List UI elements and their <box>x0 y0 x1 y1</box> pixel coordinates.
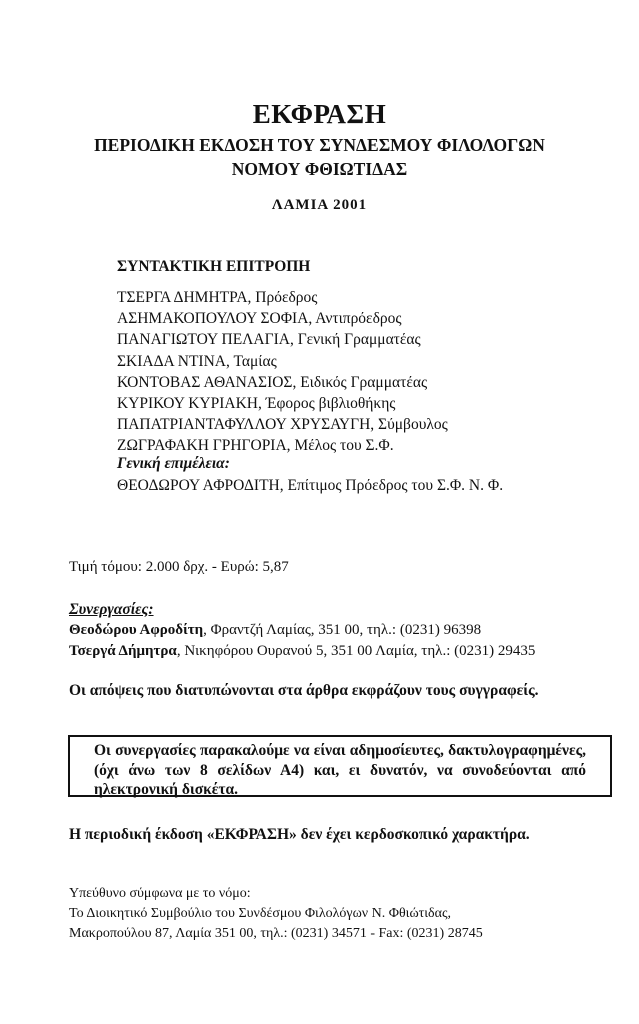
contact-name: Τσεργά Δήμητρα <box>69 643 177 659</box>
member-role: Σύμβουλος <box>378 416 448 434</box>
publication-title: ΕΚΦΡΑΣΗ <box>252 99 387 129</box>
committee-member: ΠΑΝΑΓΙΩΤΟΥ ΠΕΛΑΓΙΑ, Γενική Γραμματέας <box>117 331 421 349</box>
legal-responsibility-label: Υπεύθυνο σύμφωνα με το νόμο: <box>69 886 251 901</box>
contact-details: , Νικηφόρου Ουρανού 5, 351 00 Λαμία, τηλ.: (0231) 29435 <box>176 643 536 659</box>
editor-line: ΘΕΟΔΩΡΟΥ ΑΦΡΟΔΙΤΗ, Επίτιμος Πρόεδρος του Σ.Φ. Ν. Φ. <box>117 477 504 494</box>
volume-price: Τιμή τόμου: 2.000 δρχ. - Ευρώ: 5,87 <box>69 559 289 575</box>
member-name: ΑΣΗΜΑΚΟΠΟΥΛΟΥ ΣΟΦΙΑ <box>117 310 309 328</box>
committee-member: ΖΩΓΡΑΦΑΚΗ ΓΡΗΓΟΡΙΑ, Μέλος του Σ.Φ. <box>117 437 394 455</box>
editor-role: Επίτιμος Πρόεδρος του Σ.Φ. Ν. Φ. <box>287 477 504 494</box>
publication-subtitle-line1: ΠΕΡΙΟΔΙΚΗ ΕΚΔΟΣΗ ΤΟΥ ΣΥΝΔΕΣΜΟΥ ΦΙΛΟΛΟΓΩΝ <box>94 135 545 155</box>
opinions-disclaimer: Οι απόψεις που διατυπώνονται στα άρθρα εκφράζουν τους συγγραφείς. <box>69 682 539 699</box>
contact-line <box>69 643 535 660</box>
editor-name: ΘΕΟΔΩΡΟΥ ΑΦΡΟΔΙΤΗ <box>117 477 280 494</box>
committee-member: ΣΚΙΑΔΑ ΝΤΙΝΑ, Ταμίας <box>117 352 277 370</box>
member-name: ΤΣΕΡΓΑ ΔΗΜΗΤΡΑ <box>117 289 248 306</box>
committee-member: ΑΣΗΜΑΚΟΠΟΥΛΟΥ ΣΟΦΙΑ, Αντιπρόεδρος <box>117 310 402 328</box>
nonprofit-statement: Η περιοδική έκδοση «ΕΚΦΡΑΣΗ» δεν έχει κερδοσκοπικό χαρακτήρα. <box>69 826 530 843</box>
member-role: Πρόεδρος <box>255 289 318 306</box>
member-role: Ταμίας <box>233 352 277 370</box>
member-role: Έφορος βιβλιοθήκης <box>265 395 396 413</box>
member-name: ΚΟΝΤΟΒΑΣ ΑΘΑΝΑΣΙΟΣ <box>117 373 293 391</box>
member-name: ΠΑΝΑΓΙΩΤΟΥ ΠΕΛΑΓΙΑ <box>117 331 290 349</box>
publication-subtitle-line2: ΝΟΜΟΥ ΦΘΙΩΤΙΔΑΣ <box>231 159 408 179</box>
committee-list <box>117 287 448 457</box>
committee-member: ΚΥΡΙΚΟΥ ΚΥΡΙΑΚΗ, Έφορος βιβλιοθήκης <box>117 395 396 413</box>
committee-member: ΠΑΠΑΤΡΙΑΝΤΑΦΥΛΛΟΥ ΧΡΥΣΑΥΓΗ, Σύμβουλος <box>117 416 448 434</box>
member-name: ΣΚΙΑΔΑ ΝΤΙΝΑ <box>117 352 226 370</box>
submission-notice-box <box>68 735 612 797</box>
committee-member: ΚΟΝΤΟΒΑΣ ΑΘΑΝΑΣΙΟΣ, Ειδικός Γραμματέας <box>117 373 428 391</box>
member-role: Μέλος του Σ.Φ. <box>294 437 394 455</box>
legal-responsible-body: Το Διοικητικό Συμβούλιο του Συνδέσμου Φιλολόγων Ν. Φθιώτιδας, <box>69 906 452 921</box>
legal-address: Μακροπούλου 87, Λαμία 351 00, τηλ.: (0231) 34571 - Fax: (0231) 28745 <box>69 926 483 941</box>
committee-heading: ΣΥΝΤΑΚΤΙΚΗ ΕΠΙΤΡΟΠΗ <box>117 258 311 275</box>
place-year: ΛΑΜΙΑ 2001 <box>271 197 368 213</box>
contact-details: , Φραντζή Λαμίας, 351 00, τηλ.: (0231) 96398 <box>203 622 482 638</box>
contact-line <box>69 622 481 639</box>
submission-notice-text: Οι συνεργασίες παρακαλούμε να είναι αδημοσίευτες, δακτυλογραφημένες, (όχι άνω των 8 σελίδων Α4) και, ει δυνατόν, να συνοδεύονται από ηλεκτρονική δισκέτα. <box>94 742 586 798</box>
member-role: Γενική Γραμματέας <box>297 331 421 349</box>
member-name: ΚΥΡΙΚΟΥ ΚΥΡΙΑΚΗ <box>117 395 258 413</box>
member-name: ΖΩΓΡΑΦΑΚΗ ΓΡΗΓΟΡΙΑ <box>117 437 287 455</box>
contact-name: Θεοδώρου Αφροδίτη <box>69 622 204 638</box>
committee-member: ΤΣΕΡΓΑ ΔΗΜΗΤΡΑ, Πρόεδρος <box>117 289 318 306</box>
member-role: Αντιπρόεδρος <box>315 310 402 328</box>
collaborations-heading: Συνεργασίες: <box>69 601 154 618</box>
member-role: Ειδικός Γραμματέας <box>300 373 428 391</box>
member-name: ΠΑΠΑΤΡΙΑΝΤΑΦΥΛΛΟΥ ΧΡΥΣΑΥΓΗ <box>117 416 371 434</box>
editor-heading: Γενική επιμέλεια: <box>117 455 230 472</box>
